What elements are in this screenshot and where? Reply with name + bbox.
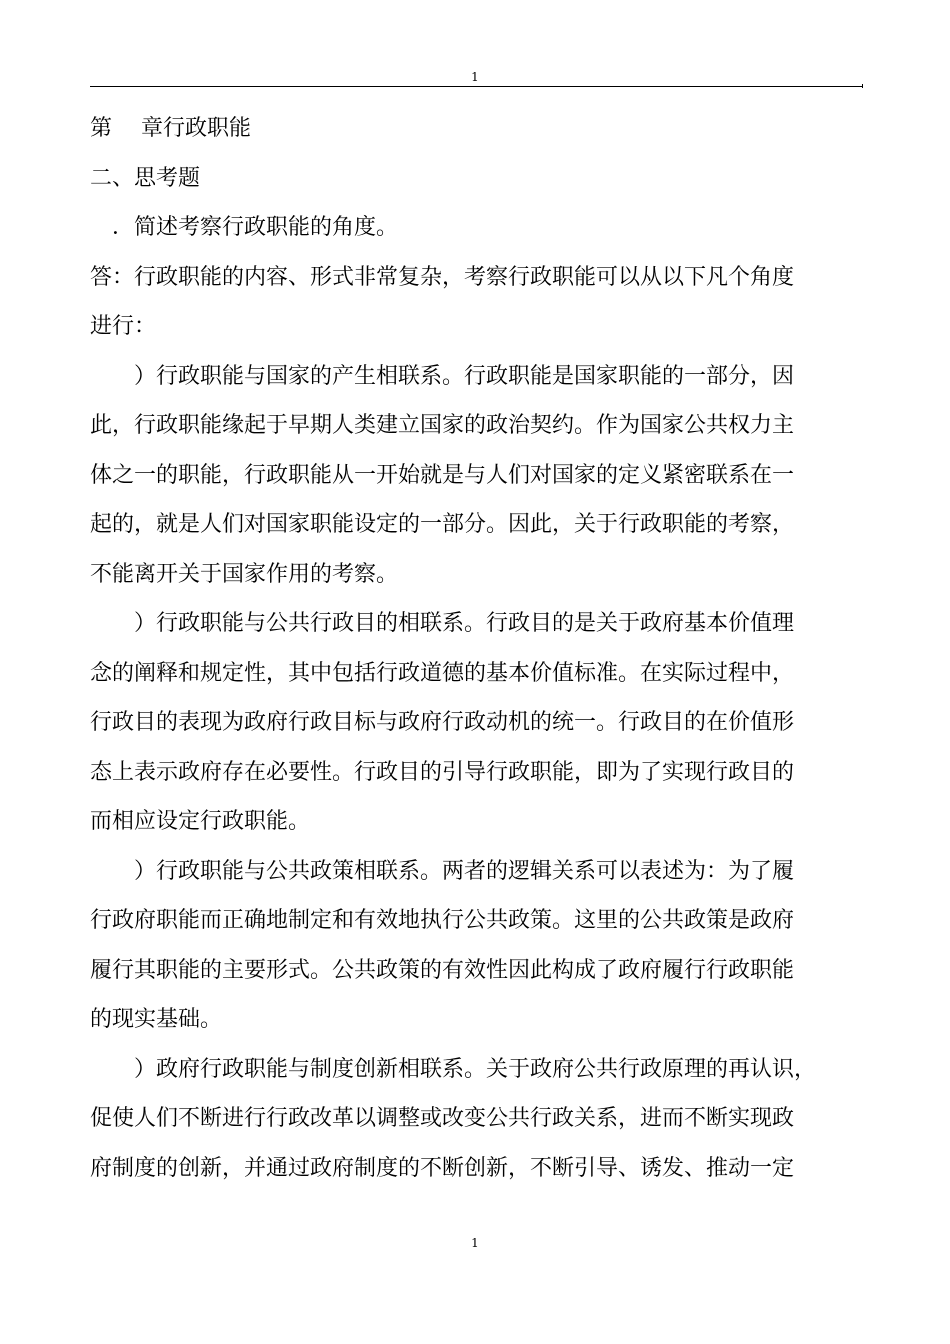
paragraph-line: 而相应设定行政职能。 <box>90 809 311 834</box>
paragraph-line: 体之一的职能，行政职能从一开始就是与人们对国家的定义紧密联系在一 <box>90 462 795 488</box>
question-text: ．简述考察行政职能的角度。 <box>90 215 399 240</box>
answer-line: 进行： <box>90 314 157 339</box>
paragraph-line: ）行政职能与公共政策相联系。两者的逻辑关系可以表述为：为了履 <box>90 858 795 884</box>
paragraph-line: 履行其职能的主要形式。公共政策的有效性因此构成了政府履行行政职能 <box>90 957 795 983</box>
paragraph-line: 起的，就是人们对国家职能设定的一部分。因此，关于行政职能的考察， <box>90 512 795 537</box>
document-body <box>90 104 865 1193</box>
paragraph-line: ）行政职能与公共行政目的相联系。行政目的是关于政府基本价值理 <box>90 611 795 636</box>
paragraph-line: 府制度的创新，并通过政府制度的不断创新，不断引导、诱发、推动一定 <box>90 1155 795 1181</box>
paragraph-line: 行政目的表现为政府行政目标与政府行政动机的统一。行政目的在价值形 <box>90 710 795 735</box>
paragraph-line: 态上表示政府存在必要性。行政目的引导行政职能，即为了实现行政目的 <box>90 759 795 785</box>
paragraph-line: 的现实基础。 <box>90 1007 223 1032</box>
header-rule <box>90 86 862 87</box>
paragraph-line: 此，行政职能缘起于早期人类建立国家的政治契约。作为国家公共权力主 <box>90 413 795 438</box>
answer-line: 答：行政职能的内容、形式非常复杂，考察行政职能可以从以下凡个角度 <box>90 264 795 290</box>
footer-page-number: 1 <box>471 1236 479 1250</box>
paragraph-line: ）政府行政职能与制度创新相联系。关于政府公共行政原理的再认识， <box>90 1056 817 1082</box>
paragraph-line: ）行政职能与国家的产生相联系。行政职能是国家职能的一部分，因 <box>90 363 795 389</box>
paragraph-line: 行政府职能而正确地制定和有效地执行公共政策。这里的公共政策是政府 <box>90 908 795 933</box>
paragraph-line: 不能离开关于国家作用的考察。 <box>90 561 399 587</box>
paragraph-line: 促使人们不断进行行政改革以调整或改变公共行政关系，进而不断实现政 <box>90 1106 795 1131</box>
section-heading: 二、思考题 <box>90 165 201 191</box>
chapter-title: 第 章行政职能 <box>90 116 251 141</box>
header-page-number: 1 <box>471 70 479 84</box>
header-rule-tick <box>862 84 863 88</box>
paragraph-line: 念的阐释和规定性，其中包括行政道德的基本价值标准。在实际过程中， <box>90 660 795 686</box>
